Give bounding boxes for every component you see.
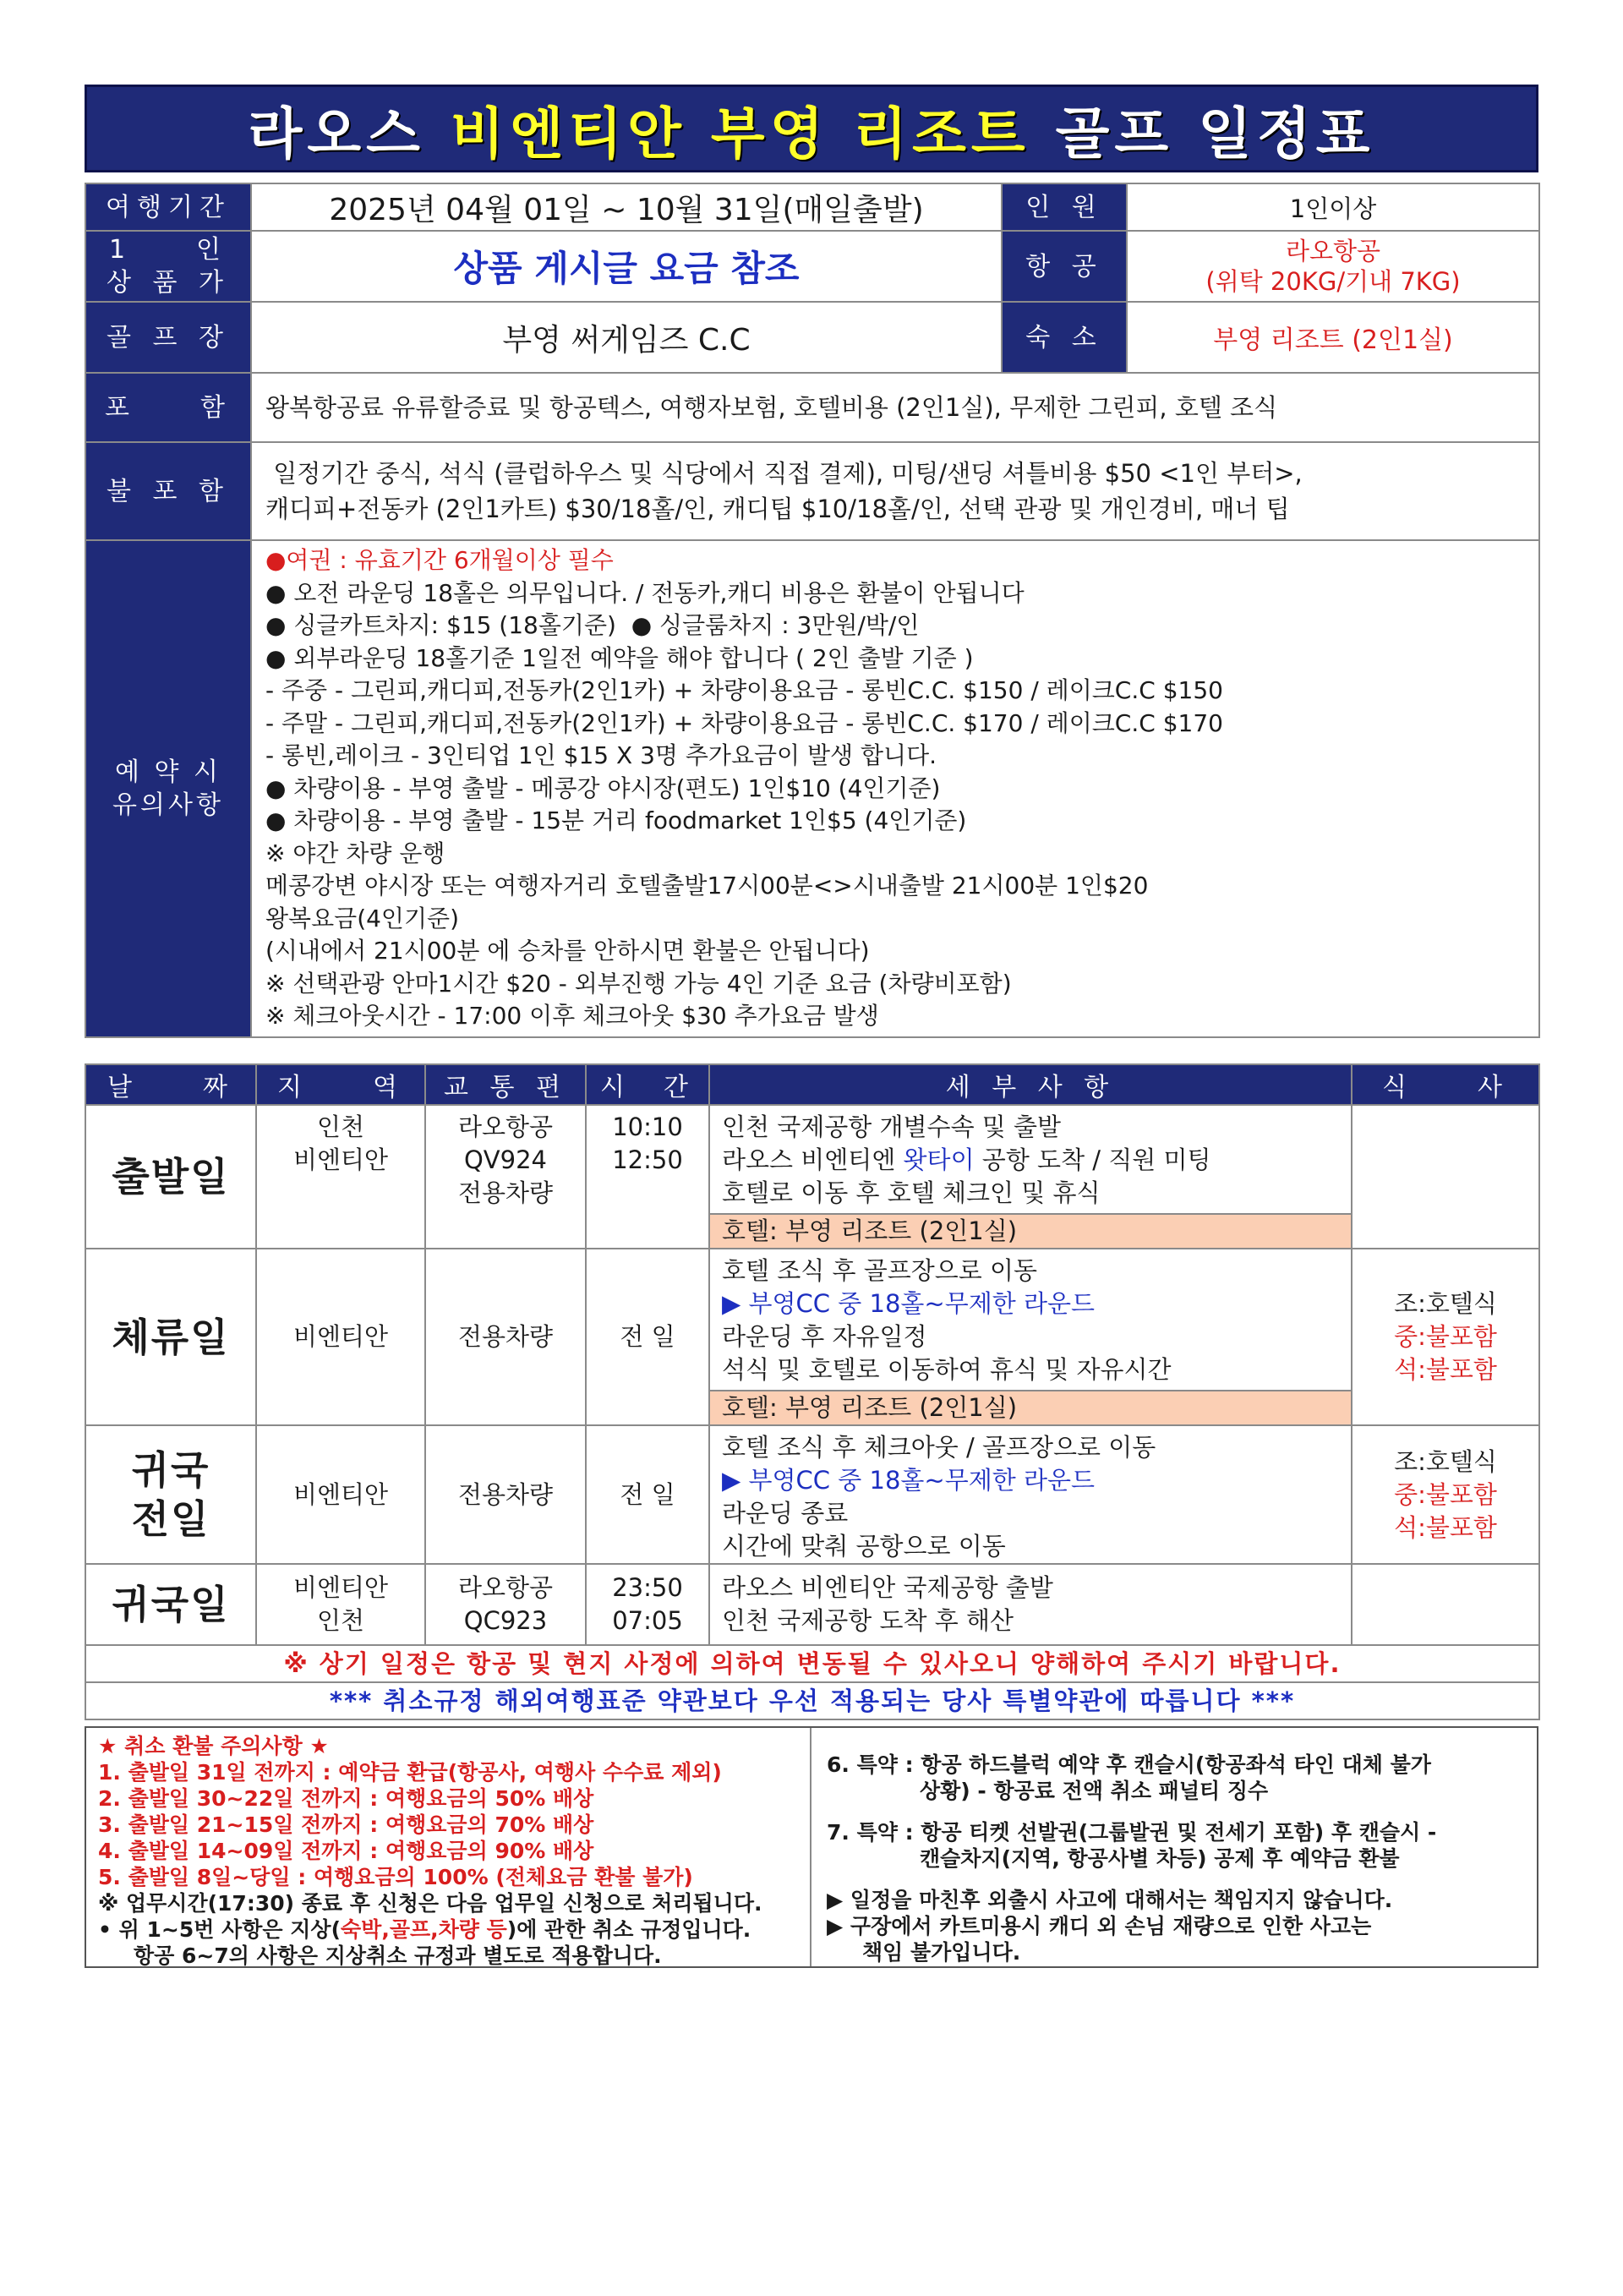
region-cell — [256, 1564, 425, 1645]
meal-cell — [1352, 1105, 1539, 1249]
meal-dinner: 석:불포함 — [1394, 1355, 1497, 1384]
time-line: 10:10 — [612, 1112, 683, 1141]
region-cell — [256, 1105, 425, 1249]
detail-line — [722, 1144, 1339, 1177]
time-line: 07:05 — [612, 1606, 683, 1635]
detail-line: ▶ 부영CC 중 18홀~무제한 라운드 — [722, 1466, 1096, 1495]
special-term: 6. 특약 : 항공 하드블럭 예약 후 캔슬시(항공좌석 타인 대체 불가 — [827, 1752, 1431, 1777]
notes-line: ●여권 : 유효기간 6개월이상 필수 — [265, 546, 614, 575]
time-line: 12:50 — [612, 1145, 683, 1174]
transport-line: 전용차량 — [457, 1178, 554, 1207]
special-term: 7. 특약 : 항공 티켓 선발권(그룹발권 및 전세기 포함) 후 캔슬시 - — [827, 1820, 1437, 1845]
day-label-line1: 귀국 — [131, 1447, 210, 1493]
detail-line: ▶ 부영CC 중 18홀~무제한 라운드 — [722, 1289, 1096, 1318]
airline-name: 라오항공 — [1285, 237, 1381, 265]
schedule-row-day1 — [85, 1105, 1539, 1249]
meal-cell — [1352, 1564, 1539, 1645]
price-label-line2: 상 품 가 — [106, 268, 230, 298]
stay-value: 부영 리조트 (2인1실) — [1127, 302, 1539, 373]
notes-line: ● 오전 라운딩 18홀은 의무입니다. / 전동카,캐디 비용은 환불이 안됩니다 — [265, 578, 1025, 607]
title-part-resort: 비엔티안 부영 리조트 — [450, 101, 1030, 167]
cancellation-note: ※ 업무시간(17:30) 종료 후 신청은 다음 업무일 신청으로 처리됩니다. — [98, 1891, 762, 1916]
detail-line: 인천 국제공항 개별수속 및 출발 — [722, 1112, 1062, 1141]
price-label — [85, 231, 251, 302]
notes-row — [85, 540, 1539, 1037]
details-cell — [709, 1249, 1352, 1425]
header-time: 시 간 — [586, 1064, 709, 1105]
details-cell — [709, 1105, 1352, 1249]
detail-text: 라오스 비엔티엔 — [722, 1145, 904, 1174]
region-line: 인천 — [316, 1112, 365, 1141]
period-label: 여행기간 — [85, 183, 251, 231]
include-row — [85, 373, 1539, 442]
details-cell — [709, 1564, 1352, 1645]
hotel-line: 호텔: 부영 리조트 (2인1실) — [710, 1390, 1351, 1424]
schedule-header — [85, 1064, 1539, 1105]
schedule-row-day3 — [85, 1425, 1539, 1564]
liability-note: ▶ 일정을 마친후 외출시 사고에 대해서는 책임지지 않습니다. — [827, 1888, 1393, 1912]
transport-line: QC923 — [463, 1606, 548, 1635]
page-title — [85, 85, 1538, 172]
exclude-line: 캐디피+전동카 (2인1카트) $30/18홀/인, 캐디팁 $10/18홀/인, 선택 관광 및 개인경비, 매너 팁 — [265, 495, 1290, 523]
airline-value — [1127, 231, 1539, 302]
exclude-label: 불 포 함 — [85, 442, 251, 540]
detail-line: 호텔 조식 후 골프장으로 이동 — [722, 1256, 1038, 1285]
airline-baggage: (위탁 20KG/기내 7KG) — [1205, 267, 1461, 296]
cancellation-rule-notice: *** 취소규정 해외여행표준 약관보다 우선 적용되는 당사 특별약관에 따릅니다 *** — [85, 1682, 1539, 1719]
notes-label-line2: 유의사항 — [112, 790, 224, 820]
course-label: 골 프 장 — [85, 302, 251, 373]
region-line: 비엔티안 — [292, 1573, 389, 1602]
warning-row — [85, 1645, 1539, 1682]
info-table — [85, 183, 1540, 1038]
detail-line: 인천 국제공항 도착 후 해산 — [722, 1606, 1014, 1635]
include-label: 포 함 — [85, 373, 251, 442]
liability-note-cont: 책임 불가입니다. — [862, 1940, 1021, 1965]
include-value: 왕복항공료 유류할증료 및 항공텍스, 여행자보험, 호텔비용 (2인1실), 무제한 그린피, 호텔 조식 — [251, 373, 1539, 442]
transport-line: QV924 — [463, 1145, 548, 1174]
schedule-row-day2 — [85, 1249, 1539, 1425]
time-line: 23:50 — [612, 1573, 683, 1602]
period-value: 2025년 04월 01일 ~ 10월 31일(매일출발) — [251, 183, 1002, 231]
liability-note: ▶ 구장에서 카트미용시 캐디 외 손님 재량으로 인한 사고는 — [827, 1914, 1372, 1938]
region-cell: 비엔티안 — [256, 1425, 425, 1564]
detail-text: 공항 도착 / 직원 미팅 — [974, 1145, 1211, 1174]
notes-label-line1: 예 약 시 — [114, 757, 221, 787]
detail-line: 라운딩 후 자유일정 — [722, 1322, 927, 1351]
header-details: 세 부 사 항 — [709, 1064, 1352, 1105]
meal-lunch: 중:불포함 — [1394, 1322, 1497, 1351]
time-cell: 전 일 — [586, 1425, 709, 1564]
meal-dinner: 석:불포함 — [1394, 1512, 1497, 1542]
day-label: 출발일 — [85, 1105, 256, 1249]
notes-line: - 주중 - 그린피,캐디피,전동카(2인1카) + 차량이용요금 - 롱빈C.C. $150 / 레이크C.C $150 — [265, 676, 1223, 705]
notes-line: ※ 선택관광 안마1시간 $20 - 외부진행 가능 4인 기준 요금 (차량비포함) — [265, 969, 1012, 998]
schedule-change-notice: ※ 상기 일정은 항공 및 현지 사정에 의하여 변동될 수 있사오니 양해하여 주시기 바랍니다. — [85, 1645, 1539, 1682]
transport-line: 라오항공 — [457, 1112, 554, 1141]
header-region: 지 역 — [256, 1064, 425, 1105]
special-term-cont: 상황) - 항공료 전액 취소 패널티 징수 — [920, 1779, 1269, 1803]
time-cell: 전 일 — [586, 1249, 709, 1425]
price-label-line1: 1 인 — [108, 235, 228, 265]
day-label: 체류일 — [85, 1249, 256, 1425]
region-line: 인천 — [316, 1606, 365, 1635]
time-cell — [586, 1564, 709, 1645]
detail-line: 라운딩 종료 — [722, 1499, 849, 1528]
transport-line: 라오항공 — [457, 1573, 554, 1602]
detail-line: 호텔로 이동 후 호텔 체크인 및 휴식 — [722, 1178, 1101, 1207]
notes-line: - 롱빈,레이크 - 3인티업 1인 $15 X 3명 추가요금이 발생 합니다. — [265, 741, 937, 770]
notes-line: (시내에서 21시00분 에 승차를 안하시면 환불은 안됩니다) — [265, 937, 870, 965]
transport-cell: 전용차량 — [425, 1425, 586, 1564]
course-value: 부영 써게임즈 C.C — [251, 302, 1002, 373]
meal-lunch: 중:불포함 — [1394, 1479, 1497, 1509]
notes-line: ※ 체크아웃시간 - 17:00 이후 체크아웃 $30 추가요금 발생 — [265, 1002, 879, 1030]
detail-line: 석식 및 호텔로 이동하여 휴식 및 자유시간 — [722, 1355, 1172, 1384]
notes-line: ● 차량이용 - 부영 출발 - 15분 거리 foodmarket 1인$5 (4인기준) — [265, 806, 967, 835]
exclude-value — [251, 442, 1539, 540]
exclude-line: 일정기간 중식, 석식 (클럽하우스 및 식당에서 직접 결제), 미팅/샌딩 셔틀비용 $50 <1인 부터>, — [265, 458, 1303, 488]
cancellation-refund-list — [86, 1728, 812, 1966]
exclude-row — [85, 442, 1539, 540]
schedule-table — [85, 1063, 1540, 1720]
day-label — [85, 1425, 256, 1564]
transport-cell — [425, 1105, 586, 1249]
special-term-cont: 캔슬차지(지역, 항공사별 차등) 공제 후 예약금 환불 — [920, 1846, 1400, 1871]
people-label: 인 원 — [1002, 183, 1127, 231]
note-text: )에 관한 취소 규정입니다. — [506, 1917, 751, 1942]
period-row — [85, 183, 1539, 231]
rule-row — [85, 1682, 1539, 1719]
notes-line: 메콩강변 야시장 또는 여행자거리 호텔출발17시00분<>시내출발 21시00분 1인$20 — [265, 872, 1149, 900]
detail-line: 라오스 비엔티안 국제공항 출발 — [722, 1573, 1053, 1602]
title-part-schedule: 골프 일정표 — [1055, 101, 1375, 167]
meal-breakfast: 조:호텔식 — [1394, 1289, 1497, 1318]
schedule-row-day4 — [85, 1564, 1539, 1645]
cancellation-item: 4. 출발일 14~09일 전까지 : 여행요금의 90% 배상 — [98, 1839, 594, 1863]
cancellation-heading: ★ 취소 환불 주의사항 ★ — [98, 1734, 329, 1758]
special-terms-list — [812, 1728, 1537, 1966]
notes-line: ● 외부라운딩 18홀기준 1일전 예약을 해야 합니다 ( 2인 출발 기준 ) — [265, 643, 974, 672]
detail-line: 시간에 맞춰 공항으로 이동 — [722, 1532, 1006, 1561]
price-value: 상품 게시글 요금 참조 — [251, 231, 1002, 302]
details-cell — [709, 1425, 1352, 1564]
region-line: 비엔티안 — [292, 1145, 389, 1174]
meal-cell — [1352, 1249, 1539, 1425]
cancellation-item: 1. 출발일 31일 전까지 : 예약금 환급(항공사, 여행사 수수료 제외) — [98, 1760, 722, 1785]
cancellation-note — [98, 1916, 798, 1943]
people-value: 1인이상 — [1127, 183, 1539, 231]
header-meals: 식 사 — [1352, 1064, 1539, 1105]
notes-value — [251, 540, 1539, 1037]
notes-line: - 주말 - 그린피,캐디피,전동카(2인1카) + 차량이용요금 - 롱빈C.C. $170 / 레이크C.C $170 — [265, 708, 1223, 737]
notes-line: 왕복요금(4인기준) — [265, 904, 459, 932]
title-part-laos: 라오스 — [248, 101, 425, 167]
notes-label — [85, 540, 251, 1037]
stay-label: 숙 소 — [1002, 302, 1127, 373]
cancellation-box — [85, 1726, 1538, 1968]
notes-line: ● 차량이용 - 부영 출발 - 메콩강 야시장(편도) 1인$10 (4인기준) — [265, 774, 941, 802]
note-highlight: 숙박,골프,차량 등 — [341, 1917, 507, 1942]
cancellation-note: 항공 6~7의 사항은 지상취소 규정과 별도로 적용합니다. — [134, 1943, 662, 1968]
price-row — [85, 231, 1539, 302]
cancellation-item: 2. 출발일 30~22일 전까지 : 여행요금의 50% 배상 — [98, 1786, 594, 1811]
airport-name: 왓타이 — [903, 1145, 975, 1174]
time-cell — [586, 1105, 709, 1249]
day-label-line2: 전일 — [131, 1496, 210, 1542]
day-label: 귀국일 — [85, 1564, 256, 1645]
header-transport: 교 통 편 — [425, 1064, 586, 1105]
note-text: • 위 1~5번 사항은 지상( — [98, 1917, 342, 1942]
airline-label: 항 공 — [1002, 231, 1127, 302]
course-row — [85, 302, 1539, 373]
meal-breakfast: 조:호텔식 — [1394, 1446, 1497, 1476]
transport-cell: 전용차량 — [425, 1249, 586, 1425]
hotel-line: 호텔: 부영 리조트 (2인1실) — [710, 1213, 1351, 1248]
notes-line: ※ 야간 차량 운행 — [265, 839, 445, 867]
region-cell: 비엔티안 — [256, 1249, 425, 1425]
notes-line: ● 싱글카트차지: $15 (18홀기준) ● 싱글룸차지 : 3만원/박/인 — [265, 611, 920, 640]
transport-cell — [425, 1564, 586, 1645]
cancellation-item: 5. 출발일 8일~당일 : 여행요금의 100% (전체요금 환불 불가) — [98, 1865, 693, 1889]
header-date: 날 짜 — [85, 1064, 256, 1105]
cancellation-item: 3. 출발일 21~15일 전까지 : 여행요금의 70% 배상 — [98, 1812, 594, 1837]
detail-line: 호텔 조식 후 체크아웃 / 골프장으로 이동 — [722, 1433, 1156, 1462]
meal-cell — [1352, 1425, 1539, 1564]
